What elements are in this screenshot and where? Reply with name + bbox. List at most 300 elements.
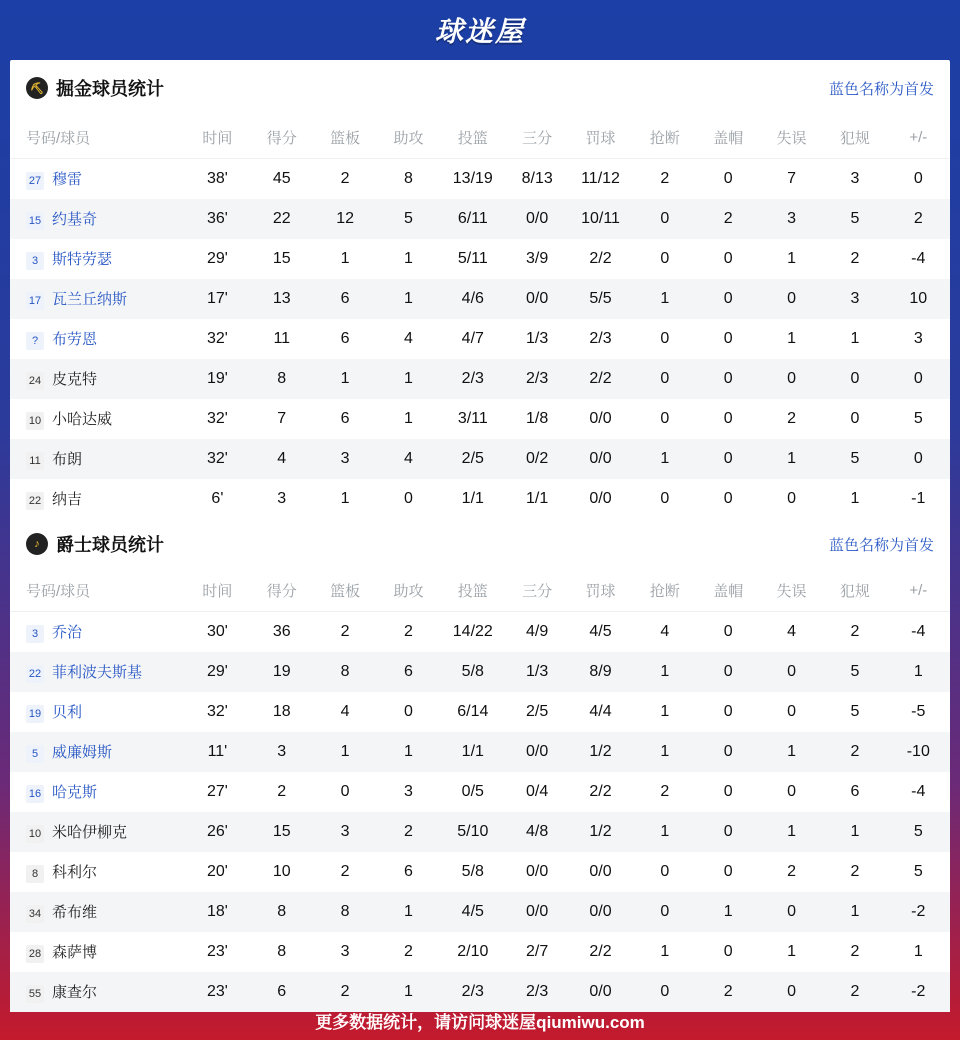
stat-cell-ast: 1 xyxy=(378,732,439,772)
column-header: 盖帽 xyxy=(697,569,760,612)
player-row[interactable] xyxy=(10,612,950,653)
player-name[interactable]: 希布维 xyxy=(52,904,98,921)
stat-cell-pf: 5 xyxy=(850,703,860,720)
stat-cell-stl: 1 xyxy=(633,652,696,692)
stat-cell-pf: 0 xyxy=(850,410,860,427)
stat-cell-fg: 1/1 xyxy=(461,490,484,507)
column-header: 罚球 xyxy=(568,569,633,612)
stat-cell-pf: 6 xyxy=(850,783,860,800)
stat-cell-tov: 1 xyxy=(787,250,797,267)
player-name[interactable]: 约基奇 xyxy=(52,211,98,228)
stat-cell-tov: 1 xyxy=(760,439,823,479)
jersey-number-badge: 34 xyxy=(26,905,44,923)
table-header-row xyxy=(10,116,950,159)
stat-cell-pts: 13 xyxy=(251,279,312,319)
stat-cell-reb: 6 xyxy=(340,330,350,347)
stat-cell-min: 26' xyxy=(184,812,251,852)
stat-cell-tp: 0/0 xyxy=(507,732,568,772)
player-row[interactable] xyxy=(10,812,950,852)
stat-cell-tp: 1/3 xyxy=(507,652,568,692)
stat-cell-pf: 1 xyxy=(850,330,860,347)
stats-table xyxy=(10,116,950,519)
stat-cell-tp: 1/1 xyxy=(526,490,549,507)
starter-note: 蓝色名称为首发 xyxy=(828,536,934,554)
player-name[interactable]: 布劳恩 xyxy=(52,331,98,348)
stat-cell-tov: 3 xyxy=(760,199,823,239)
stat-cell-pm: -4 xyxy=(911,783,926,800)
team-section-nuggets xyxy=(10,60,950,519)
stat-cell-stl: 1 xyxy=(660,943,670,960)
stat-cell-blk: 0 xyxy=(723,170,733,187)
stat-cell-min: 29' xyxy=(184,652,251,692)
player-row[interactable] xyxy=(10,692,950,732)
stat-cell-reb: 8 xyxy=(312,652,377,692)
stat-cell-tp: 8/13 xyxy=(521,170,553,187)
player-cell xyxy=(10,732,184,772)
player-name[interactable]: 威廉姆斯 xyxy=(52,744,113,761)
stat-cell-pm: 1 xyxy=(913,943,923,960)
stat-cell-ft: 0/0 xyxy=(568,439,633,479)
stat-cell-tp: 2/3 xyxy=(507,972,568,1012)
jersey-number-badge: 28 xyxy=(26,945,44,963)
stat-cell-tov: 0 xyxy=(760,892,823,932)
player-cell xyxy=(10,692,184,732)
stat-cell-stl: 1 xyxy=(633,439,696,479)
player-row[interactable] xyxy=(10,159,950,200)
column-header: 失误 xyxy=(760,569,823,612)
player-name[interactable]: 康查尔 xyxy=(52,984,98,1001)
stat-cell-ft: 11/12 xyxy=(581,170,620,187)
column-header: 得分 xyxy=(251,116,312,159)
stat-cell-pts: 7 xyxy=(277,410,287,427)
stat-cell-tp: 4/8 xyxy=(507,812,568,852)
stat-cell-pm: 5 xyxy=(913,410,923,427)
stat-cell-stl: 1 xyxy=(660,703,670,720)
stat-cell-tp: 2/5 xyxy=(526,703,549,720)
stat-cell-fg: 5/10 xyxy=(439,812,506,852)
stat-cell-min: 32' xyxy=(206,703,228,720)
jersey-number-badge: 11 xyxy=(26,452,44,470)
stat-cell-ast: 2 xyxy=(403,943,413,960)
stat-cell-pf: 5 xyxy=(823,199,886,239)
player-name[interactable]: 哈克斯 xyxy=(52,784,98,801)
stat-cell-pm: -4 xyxy=(911,250,926,267)
jersey-number-badge: 5 xyxy=(26,745,44,763)
stat-cell-fg: 0/5 xyxy=(461,783,484,800)
stat-cell-pm: 10 xyxy=(887,279,950,319)
player-cell xyxy=(10,279,184,319)
nuggets-logo-icon: ⛏ xyxy=(26,77,48,99)
stat-cell-tp: 0/0 xyxy=(507,892,568,932)
stat-cell-ft: 2/2 xyxy=(589,250,612,267)
stat-cell-tov: 0 xyxy=(787,783,797,800)
stat-cell-ft: 2/2 xyxy=(568,359,633,399)
player-row[interactable] xyxy=(10,199,950,239)
stat-cell-blk: 0 xyxy=(723,783,733,800)
player-cell xyxy=(10,439,184,479)
player-name[interactable]: 穆雷 xyxy=(52,171,83,188)
player-name[interactable]: 乔治 xyxy=(52,624,83,641)
stat-cell-ast: 1 xyxy=(378,892,439,932)
stat-cell-tov: 0 xyxy=(787,703,797,720)
player-cell xyxy=(10,199,184,239)
column-header: 助攻 xyxy=(378,569,439,612)
stats-panel xyxy=(10,60,950,1000)
stat-cell-ast: 4 xyxy=(403,330,413,347)
column-header: 失误 xyxy=(760,116,823,159)
stat-cell-ft: 4/4 xyxy=(589,703,612,720)
stat-cell-fg: 2/3 xyxy=(439,972,506,1012)
stat-cell-reb: 3 xyxy=(312,812,377,852)
player-name[interactable]: 瓦兰丘纳斯 xyxy=(52,291,128,308)
stat-cell-pf: 2 xyxy=(850,250,860,267)
player-name[interactable]: 皮克特 xyxy=(52,371,98,388)
stat-cell-ft: 2/2 xyxy=(589,943,612,960)
player-row[interactable] xyxy=(10,892,950,932)
stat-cell-tp: 3/9 xyxy=(526,250,549,267)
stat-cell-tp: 0/4 xyxy=(526,783,549,800)
column-header: 时间 xyxy=(184,116,251,159)
jazz-logo-icon: ♪ xyxy=(26,533,48,555)
stat-cell-reb: 2 xyxy=(340,170,350,187)
stat-cell-reb: 6 xyxy=(340,410,350,427)
column-header: 号码/球员 xyxy=(10,116,184,159)
stat-cell-pts: 2 xyxy=(277,783,287,800)
stat-cell-reb: 3 xyxy=(312,439,377,479)
site-header xyxy=(0,0,960,60)
stat-cell-blk: 0 xyxy=(723,943,733,960)
player-cell xyxy=(10,852,184,892)
stat-cell-pts: 15 xyxy=(251,812,312,852)
player-name[interactable]: 科利尔 xyxy=(52,864,98,881)
player-row[interactable] xyxy=(10,772,950,812)
stat-cell-ft: 0/0 xyxy=(568,972,633,1012)
stat-cell-pts: 3 xyxy=(251,732,312,772)
stat-cell-pts: 15 xyxy=(272,250,291,267)
player-row[interactable] xyxy=(10,399,950,439)
player-name[interactable]: 贝利 xyxy=(52,704,83,721)
stat-cell-stl: 1 xyxy=(633,812,696,852)
column-header: 罚球 xyxy=(568,116,633,159)
column-header: +/- xyxy=(887,116,950,159)
player-cell xyxy=(10,359,184,399)
stat-cell-ast: 8 xyxy=(403,170,413,187)
stat-cell-tov: 0 xyxy=(760,972,823,1012)
stat-cell-pts: 4 xyxy=(251,439,312,479)
stat-cell-min: 23' xyxy=(184,972,251,1012)
player-cell xyxy=(10,159,184,200)
stat-cell-tov: 0 xyxy=(760,279,823,319)
stat-cell-min: 20' xyxy=(206,863,228,880)
player-cell xyxy=(10,239,184,279)
stat-cell-pts: 19 xyxy=(251,652,312,692)
stat-cell-ast: 5 xyxy=(378,199,439,239)
stat-cell-min: 29' xyxy=(206,250,228,267)
stat-cell-tp: 2/3 xyxy=(507,359,568,399)
player-name[interactable]: 菲利波夫斯基 xyxy=(52,664,143,681)
jersey-number-badge: 3 xyxy=(26,625,44,643)
stat-cell-pts: 45 xyxy=(272,170,291,187)
stat-cell-pm: -10 xyxy=(887,732,950,772)
stat-cell-ft: 2/2 xyxy=(589,783,612,800)
stat-cell-pf: 2 xyxy=(850,623,860,640)
jersey-number-badge: 15 xyxy=(26,212,44,230)
stat-cell-pf: 2 xyxy=(823,732,886,772)
jersey-number-badge: ? xyxy=(26,332,44,350)
stat-cell-pts: 22 xyxy=(251,199,312,239)
stat-cell-blk: 0 xyxy=(697,279,760,319)
stat-cell-fg: 14/22 xyxy=(452,623,493,640)
player-row[interactable] xyxy=(10,732,950,772)
stat-cell-min: 19' xyxy=(184,359,251,399)
team-title: 掘金球员统计 xyxy=(56,79,164,99)
starter-note: 蓝色名称为首发 xyxy=(828,80,934,98)
stat-cell-tp: 4/9 xyxy=(526,623,549,640)
column-header: 抢断 xyxy=(633,116,696,159)
stat-cell-pf: 1 xyxy=(850,490,860,507)
stat-cell-blk: 0 xyxy=(697,732,760,772)
stat-cell-ast: 3 xyxy=(403,783,413,800)
stat-cell-pts: 11 xyxy=(273,330,291,347)
stat-cell-tov: 0 xyxy=(787,490,797,507)
player-row[interactable] xyxy=(10,279,950,319)
player-row[interactable] xyxy=(10,652,950,692)
stat-cell-reb: 0 xyxy=(340,783,350,800)
team-title: 爵士球员统计 xyxy=(56,535,164,555)
stat-cell-reb: 4 xyxy=(340,703,350,720)
stat-cell-ast: 1 xyxy=(403,250,413,267)
stat-cell-reb: 3 xyxy=(340,943,350,960)
player-name[interactable]: 斯特劳瑟 xyxy=(52,251,113,268)
player-cell xyxy=(10,772,184,812)
column-header: 犯规 xyxy=(823,569,886,612)
stat-cell-tov: 7 xyxy=(787,170,797,187)
stat-cell-pts: 8 xyxy=(251,892,312,932)
player-name[interactable]: 森萨博 xyxy=(52,944,98,961)
stat-cell-tov: 0 xyxy=(760,652,823,692)
jersey-number-badge: 10 xyxy=(26,412,44,430)
footer-text[interactable]: 更多数据统计，请访问球迷屋qiumiwu.com xyxy=(315,1012,645,1032)
stat-cell-stl: 0 xyxy=(660,330,670,347)
stat-cell-ft: 0/0 xyxy=(589,410,612,427)
stat-cell-pf: 5 xyxy=(823,652,886,692)
stat-cell-min: 18' xyxy=(184,892,251,932)
stat-cell-tp: 0/0 xyxy=(507,279,568,319)
stat-cell-tov: 2 xyxy=(787,863,797,880)
stat-cell-fg: 1/1 xyxy=(439,732,506,772)
column-header: 投篮 xyxy=(439,569,506,612)
stat-cell-blk: 0 xyxy=(723,410,733,427)
stat-cell-ast: 1 xyxy=(378,279,439,319)
stat-cell-reb: 8 xyxy=(312,892,377,932)
stat-cell-min: 30' xyxy=(206,623,228,640)
stat-cell-pm: 3 xyxy=(913,330,923,347)
stat-cell-ft: 0/0 xyxy=(568,892,633,932)
jersey-number-badge: 55 xyxy=(26,985,44,1003)
stat-cell-pf: 5 xyxy=(823,439,886,479)
stat-cell-reb: 2 xyxy=(340,623,350,640)
stat-cell-tov: 1 xyxy=(787,330,797,347)
stat-cell-min: 38' xyxy=(206,170,228,187)
stat-cell-ast: 4 xyxy=(378,439,439,479)
stat-cell-min: 17' xyxy=(184,279,251,319)
stat-cell-reb: 12 xyxy=(312,199,377,239)
stat-cell-pm: 0 xyxy=(887,439,950,479)
table-body xyxy=(10,159,950,520)
stat-cell-ast: 2 xyxy=(403,623,413,640)
jersey-number-badge: 10 xyxy=(26,825,44,843)
jersey-number-badge: 27 xyxy=(26,172,44,190)
stat-cell-blk: 0 xyxy=(723,330,733,347)
column-header: 篮板 xyxy=(312,569,377,612)
stat-cell-blk: 0 xyxy=(723,490,733,507)
stat-cell-min: 32' xyxy=(206,330,228,347)
player-cell xyxy=(10,932,184,972)
stat-cell-fg: 6/11 xyxy=(439,199,506,239)
stat-cell-pts: 18 xyxy=(272,703,291,720)
stat-cell-fg: 6/14 xyxy=(457,703,489,720)
stat-cell-pm: 2 xyxy=(887,199,950,239)
player-row[interactable] xyxy=(10,239,950,279)
stat-cell-pts: 6 xyxy=(251,972,312,1012)
stat-cell-ft: 4/5 xyxy=(589,623,612,640)
jersey-number-badge: 22 xyxy=(26,665,44,683)
stat-cell-blk: 0 xyxy=(697,439,760,479)
stat-cell-stl: 0 xyxy=(633,199,696,239)
stat-cell-pts: 10 xyxy=(272,863,291,880)
column-header: 投篮 xyxy=(439,116,506,159)
stat-cell-pf: 2 xyxy=(823,972,886,1012)
stat-cell-pts: 8 xyxy=(277,943,287,960)
player-name[interactable]: 小哈达威 xyxy=(52,411,113,428)
team-heading xyxy=(26,531,164,557)
stat-cell-stl: 4 xyxy=(660,623,670,640)
player-cell xyxy=(10,812,184,852)
stat-cell-blk: 0 xyxy=(723,250,733,267)
stat-cell-tov: 2 xyxy=(787,410,797,427)
stat-cell-ft: 1/2 xyxy=(568,812,633,852)
stat-cell-fg: 5/11 xyxy=(457,250,488,267)
stat-cell-stl: 0 xyxy=(660,863,670,880)
stat-cell-stl: 0 xyxy=(633,359,696,399)
player-row[interactable] xyxy=(10,439,950,479)
player-row[interactable] xyxy=(10,319,950,359)
stat-cell-tov: 1 xyxy=(787,943,797,960)
stat-cell-stl: 0 xyxy=(633,972,696,1012)
stat-cell-ast: 1 xyxy=(403,410,413,427)
player-cell xyxy=(10,399,184,439)
stat-cell-blk: 0 xyxy=(697,652,760,692)
stat-cell-pm: 0 xyxy=(913,170,923,187)
section-header xyxy=(10,60,950,116)
stat-cell-pm: 5 xyxy=(887,812,950,852)
stat-cell-fg: 5/8 xyxy=(461,863,484,880)
player-row[interactable] xyxy=(10,359,950,399)
column-header: 号码/球员 xyxy=(10,569,184,612)
stat-cell-pm: -1 xyxy=(911,490,926,507)
stat-cell-ft: 8/9 xyxy=(568,652,633,692)
stat-cell-reb: 2 xyxy=(312,972,377,1012)
site-logo[interactable]: 球迷屋 xyxy=(434,16,525,47)
stat-cell-pm: -4 xyxy=(911,623,926,640)
stat-cell-ast: 6 xyxy=(403,863,413,880)
stat-cell-pm: -5 xyxy=(911,703,926,720)
stat-cell-pf: 2 xyxy=(850,943,860,960)
stat-cell-fg: 4/6 xyxy=(439,279,506,319)
stat-cell-tov: 1 xyxy=(760,732,823,772)
stat-cell-stl: 1 xyxy=(633,732,696,772)
player-row[interactable] xyxy=(10,932,950,972)
stat-cell-min: 36' xyxy=(184,199,251,239)
column-header: +/- xyxy=(887,569,950,612)
stat-cell-fg: 2/3 xyxy=(439,359,506,399)
stat-cell-reb: 1 xyxy=(312,732,377,772)
stat-cell-stl: 2 xyxy=(660,783,670,800)
stat-cell-pm: 5 xyxy=(913,863,923,880)
stat-cell-min: 27' xyxy=(206,783,228,800)
column-header: 抢断 xyxy=(633,569,696,612)
stat-cell-pm: -2 xyxy=(887,972,950,1012)
stat-cell-ast: 0 xyxy=(403,490,413,507)
stat-cell-ft: 0/0 xyxy=(589,863,612,880)
column-header: 三分 xyxy=(507,116,568,159)
stat-cell-blk: 0 xyxy=(697,812,760,852)
stat-cell-stl: 0 xyxy=(660,490,670,507)
stat-cell-blk: 2 xyxy=(697,199,760,239)
jersey-number-badge: 17 xyxy=(26,292,44,310)
stat-cell-ft: 1/2 xyxy=(568,732,633,772)
stat-cell-tp: 0/0 xyxy=(526,863,549,880)
player-name[interactable]: 米哈伊柳克 xyxy=(52,824,128,841)
stat-cell-tp: 0/0 xyxy=(507,199,568,239)
stat-cell-tp: 1/8 xyxy=(526,410,549,427)
stat-cell-pf: 0 xyxy=(823,359,886,399)
stat-cell-stl: 0 xyxy=(633,892,696,932)
stat-cell-blk: 0 xyxy=(723,623,733,640)
stat-cell-tov: 4 xyxy=(787,623,797,640)
stat-cell-fg: 2/10 xyxy=(457,943,489,960)
stat-cell-fg: 2/5 xyxy=(439,439,506,479)
stat-cell-tp: 1/3 xyxy=(526,330,549,347)
stat-cell-blk: 0 xyxy=(723,863,733,880)
stat-cell-ast: 6 xyxy=(378,652,439,692)
player-name[interactable]: 纳吉 xyxy=(52,491,83,508)
jersey-number-badge: 24 xyxy=(26,372,44,390)
stat-cell-pm: -2 xyxy=(887,892,950,932)
section-header xyxy=(10,519,950,569)
team-heading xyxy=(26,75,164,101)
player-row[interactable] xyxy=(10,479,950,519)
stat-cell-reb: 1 xyxy=(340,250,350,267)
player-name[interactable]: 布朗 xyxy=(52,451,83,468)
player-cell xyxy=(10,652,184,692)
stat-cell-pf: 3 xyxy=(823,279,886,319)
stat-cell-min: 11' xyxy=(184,732,251,772)
stat-cell-reb: 1 xyxy=(312,359,377,399)
column-header: 篮板 xyxy=(312,116,377,159)
stat-cell-tp: 2/7 xyxy=(526,943,549,960)
stat-cell-ft: 10/11 xyxy=(568,199,633,239)
player-row[interactable] xyxy=(10,852,950,892)
stat-cell-blk: 0 xyxy=(723,703,733,720)
stat-cell-min: 32' xyxy=(206,410,228,427)
stat-cell-pf: 3 xyxy=(850,170,860,187)
stat-cell-ast: 2 xyxy=(378,812,439,852)
stat-cell-reb: 1 xyxy=(340,490,350,507)
stat-cell-blk: 2 xyxy=(697,972,760,1012)
column-header: 得分 xyxy=(251,569,312,612)
jersey-number-badge: 16 xyxy=(26,785,44,803)
